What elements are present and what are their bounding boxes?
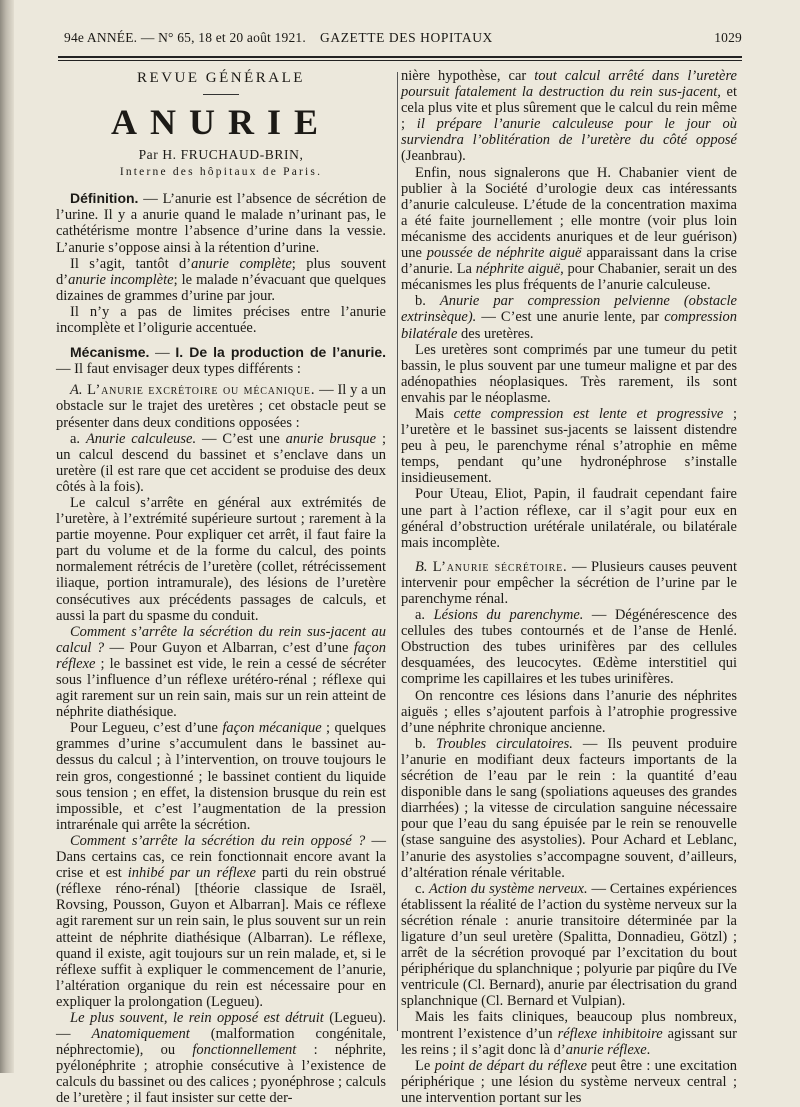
paragraph-action-reflexe: Pour Uteau, Eliot, Papin, il faudrait cependant faire une part à l’action réflexe, car il s’agit pour eux en général d’obstruction urétérale unilatérale, ou bilatérale mais incomplète. (401, 486, 737, 551)
article-title: ANURIE (110, 102, 331, 143)
column-separator (397, 72, 398, 1031)
paragraph-rein-oppose: Comment s’arrête la sécrétion du rein opposé ? — Dans certains cas, ce rein fonctionnait encore avant la crise et est inhibé par un réflexe parti du rein obstrué (réflexe réno-rénal) [théorie classique de Israël, Rovsing, Pousson, Guyon et Albarran]. Mais ce réflexe agit rarement sur un rein sain, le plus souvent sur un rein atteint de néphrite diathésique (Albarran). Le réflexe, quand il existe, agit toujours sur un rein malade, et, si le réflexe suffit à expliquer le commencement de l’anurie, l’altération organique du rein est nécessaire pour en expliquer la prolongation (Legueu). (56, 832, 387, 1010)
paragraph-legueu-mecanique: Pour Legueu, c’est d’une façon mécanique ; quelques grammes d’urine s’accumulent dans le bassinet au-dessus du calcul ; à l’intervention, on trouve toujours le rein gros, congestionné ; le bassinet contient du liquide sous tension ; en effet, la distension brusque du rein est impossible, et c’est l’augmentation de la pression intrarénale qui arrête la sécrétion. (56, 720, 386, 833)
header-rule-thick (58, 56, 742, 58)
paragraph-calcul-arret: Le calcul s’arrête en général aux extrémités de l’uretère, à l’extrémité supérieure surtout ; rarement à la partie moyenne. Pour expliquer cet arrêt, il faut faire la part du volume et de la forme du calcul, des points normalement rétrécis de l’uretère (collet, rétrécissement iliaque, portion intramurale), des lésions de l’uretère consécutives aux précédents passages de calculs, et aussi la part du spasme du conduit. (56, 494, 386, 624)
paragraph-oligurie: Il n’y a pas de limites précises entre l’anurie incomplète et l’oligurie accentuée. (56, 303, 386, 337)
rubric-rule (203, 94, 239, 95)
paragraph-faits-cliniques: Mais les faits cliniques, beaucoup plus nombreux, montrent l’existence d’un réflexe inhibitoire agissant sur les reins ; il s’agit donc là d’anurie réflexe. (401, 1009, 737, 1058)
paragraph-rein-detruit: Le plus souvent, le rein opposé est détruit (Legueu). — Anatomiquement (malformation congénitale, néphrectomie), ou fonctionnellement : néphrite, pyélonéphrite ; atrophie consécutive à l’existence de calculs du bassinet ou des calices ; pyonéphrose ; calculs de l’uretère ; il faut insister sur cette der- (56, 1009, 386, 1107)
left-column (56, 68, 386, 1107)
article-author: Par H. FRUCHAUD-BRIN, (138, 147, 304, 163)
issue-info: 94e ANNÉE. — N° 65, 18 et 20 août 1921. (64, 30, 306, 45)
subheading-excretoire: L’anurie excrétoire ou mécanique. (82, 382, 316, 399)
header-rule-thin (58, 60, 742, 61)
paragraph-compression-pelvienne: b. Anurie par compression pelvienne (obstacle extrinsèque). — C’est une anurie lente, par compression bilatérale des uretères. (401, 293, 737, 342)
journal-title: GAZETTE DES HOPITAUX (320, 30, 493, 45)
paragraph-rein-sus-jacent: Comment s’arrête la sécrétion du rein sus-jacent au calcul ? — Pour Guyon et Albarran, c’est d’une façon réflexe ; le bassinet est vide, le rein a cessé de sécréter sous l’influence d’un réflexe urétéro-rénal ; réflexe qui agit rarement sur un rein sain, mais sur un rein atteint de néphrite diathésique. (56, 623, 386, 721)
heading-definition: Définition. (70, 190, 139, 207)
page-binding-shadow (0, 0, 14, 1073)
paragraph-definition: Définition. — L’anurie est l’absence de sécrétion de l’urine. Il y a anurie quand le malade n’urinant pas, le cathétérisme montre l’absence d’urine dans la vessie. L’anurie s’oppose ainsi à la rétention d’urine. (56, 190, 386, 256)
paragraph-anurie-secretoire: B. L’anurie sécrétoire. — Plusieurs causes peuvent intervenir pour empêcher la sécrétion de l’urine par le parenchyme rénal. (401, 558, 737, 607)
running-header (58, 30, 742, 50)
heading-mecanisme: Mécanisme. (70, 344, 150, 361)
subheading-production: I. De la production de l’anurie. (175, 344, 387, 361)
author-affiliation: Interne des hôpitaux de Paris. (119, 166, 323, 179)
paragraph-point-depart: Le point de départ du réflexe peut être : une excitation périphérique ; une lésion du système nerveux central ; une intervention portant sur les (401, 1057, 738, 1106)
paragraph-chabanier: Enfin, nous signalerons que H. Chabanier vient de publier à la Société d’urologie deux cas intéressants d’anurie calculeuse. L’étude de la concentration maxima a été faite journellement ; elle montre (voir plus loin mécanisme des accidents anuriques et de leur guérison) une poussée de néphrite aiguë apparaissant dans la crise d’anurie. La néphrite aiguë, pour Chabanier, serait un des mécanismes les plus fréquents de l’anurie calculeuse. (401, 164, 737, 294)
paragraph-mecanisme: Mécanisme. — I. De la production de l’anurie. — Il faut envisager deux types différents : (56, 344, 387, 378)
paragraph-ureteres-comprimes: Les uretères sont comprimés par une tumeur du petit bassin, le plus souvent par une tumeur maligne et par des adénopathies néoplasiques. Très rarement, ils sont envahis par le néoplasme. (401, 341, 737, 406)
paragraph-compression-lente: Mais cette compression est lente et progressive ; l’uretère et le bassinet sus-jacents se laissent distendre peu à peu, le parenchyme rénal s’atrophie en même temps, pendant qu’une hydronéphrose s’installe insidieusement. (401, 405, 738, 487)
paragraph-troubles-circulatoires: b. Troubles circulatoires. — Ils peuvent produire l’anurie en modifiant deux facteurs importants de la sécrétion de l’eau par le rein : la quantité d’eau disponible dans le sang (spoliations aqueuses des grandes diarrhées) ; la vitesse de circulation sanguine nécessaire pour que l’eau du sang épuisée par le rein se renouvelle (stase sanguine des asystolies). Pour Achard et Leblanc, l’anurie des asystolies s’accompagne souvent, d’ailleurs, d’altération rénale véritable. (401, 735, 738, 881)
paragraph-lesions-parenchyme: a. Lésions du parenchyme. — Dégénérescence des cellules des tubes contournés et de l’anse de Henlé. Obstruction des tubes urinifères par des cellules desquamées, des leucocytes. Œdème interstitiel qui comprime les capillaires et les tubes urinifères. (401, 607, 737, 688)
paragraph-complete-incomplete: Il s’agit, tantôt d’anurie complète; plus souvent d’anurie incomplète; le malade n’évacuant que quelques dizaines de grammes d’urine par jour. (56, 255, 387, 304)
section-rubric: REVUE GÉNÉRALE (137, 70, 305, 86)
subheading-secretoire: L’anurie sécrétoire. (427, 558, 568, 575)
paragraph-systeme-nerveux: c. Action du système nerveux. — Certaines expériences établissent la réalité de l’action du système nerveux sur la sécrétion rénale : anurie transitoire déterminée par la ligature d’un seul uretère (Spalitta, Donnadieu, Götzl) ; arrêt de la sécrétion provoqué par l’excitation du bout périphérique du splanchnique ; polyurie par piqûre du IVe ventricule (Cl. Bernard), anurie par électrisation du grand splanchnique (Cl. Bernard et Vulpian). (401, 880, 738, 1010)
paragraph-nephrites-aigues: On rencontre ces lésions dans l’anurie des néphrites aiguës ; elles s’ajoutent parfois à l’atrophie progressive d’une néphrite chronique ancienne. (401, 687, 737, 736)
paragraph-anurie-excretoire: A. L’anurie excrétoire ou mécanique. — Il y a un obstacle sur le trajet des uretères ; cet obstacle peut se présenter dans deux conditions opposées : (56, 382, 386, 431)
page-number: 1029 (714, 30, 742, 45)
paragraph-anurie-calculeuse: a. Anurie calculeuse. — C’est une anurie brusque ; un calcul descend du bassinet et s’enclave dans un uretère (il est rare que cet accident se produise des deux côtés à la fois). (56, 430, 386, 495)
right-column (401, 68, 737, 1106)
paragraph-continuation: nière hypothèse, car tout calcul arrêté dans l’uretère poursuit fatalement la destruction du rein sus-jacent, et cela plus vite et plus sûrement que le calcul du rein même ; il prépare l’anurie calculeuse pour le jour où surviendra l’oblitération de l’uretère du côté opposé (Jeanbrau). (401, 68, 737, 165)
